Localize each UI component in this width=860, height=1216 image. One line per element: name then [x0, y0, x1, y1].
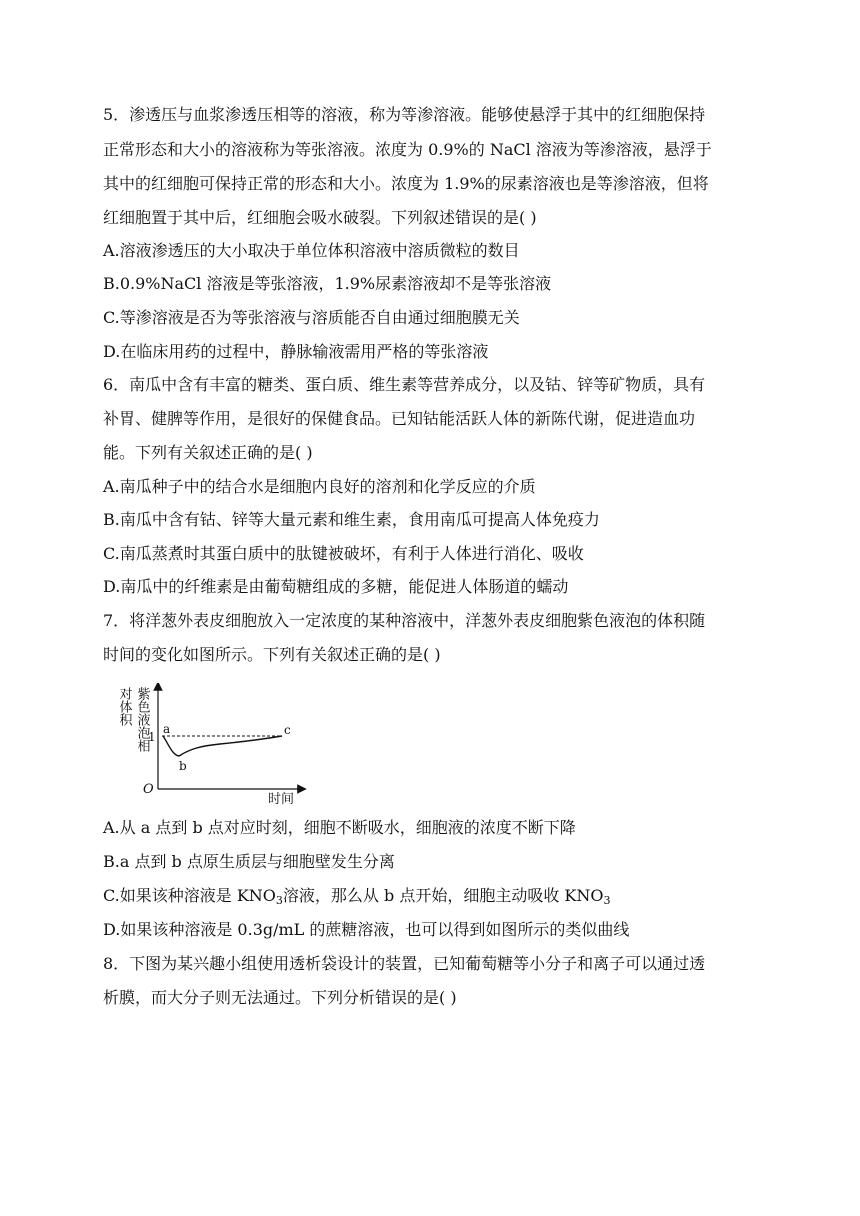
tick-one-label: 1 — [148, 730, 156, 744]
q6-stem-line-3: 能。下列有关叙述正确的是( ) — [103, 443, 313, 462]
q6-option-b: B.南瓜中含有钴、锌等大量元素和维生素，食用南瓜可提高人体免疫力 — [103, 510, 600, 529]
q7-option-d: D.如果该种溶液是 0.3g/mL 的蔗糖溶液，也可以得到如图所示的类似曲线 — [103, 920, 630, 939]
point-a-label: a — [163, 722, 171, 736]
q6-option-d: D.南瓜中的纤维素是由葡萄糖组成的多糖，能促进人体肠道的蠕动 — [103, 577, 569, 596]
q8-stem-line-2: 析膜，而大分子则无法通过。下列分析错误的是( ) — [103, 988, 457, 1007]
q7-option-c-subscript2: 3 — [603, 894, 611, 907]
point-b-label: b — [179, 759, 187, 773]
x-axis-label: 时间 — [268, 792, 295, 807]
q7-option-c-subscript1: 3 — [275, 894, 283, 907]
q5-stem-line-1: 5．渗透压与血浆渗透压相等的溶液，称为等渗溶液。能够使悬浮于其中的红细胞保持 — [103, 105, 706, 124]
y-axis-label-col1: 对体积 — [116, 687, 132, 726]
q7-option-c-part1: C.如果该种溶液是 KNO — [103, 886, 276, 905]
q5-option-b: B.0.9%NaCl 溶液是等张溶液，1.9%尿素溶液却不是等张溶液 — [103, 274, 552, 293]
q6-option-a: A.南瓜种子中的结合水是细胞内良好的溶剂和化学反应的介质 — [103, 477, 536, 496]
q7-option-a: A.从 a 点到 b 点对应时刻，细胞不断吸水，细胞液的浓度不断下降 — [103, 818, 576, 837]
volume-curve — [163, 736, 282, 756]
q7-option-c — [103, 886, 611, 906]
vacuole-volume-graph — [110, 683, 310, 808]
q7-option-b: B.a 点到 b 点原生质层与细胞壁发生分离 — [103, 852, 395, 871]
q6-stem-line-1: 6．南瓜中含有丰富的糖类、蛋白质、维生素等营养成分，以及钴、锌等矿物质，具有 — [103, 375, 706, 394]
origin-label: O — [143, 782, 154, 797]
q5-stem-line-2: 正常形态和大小的溶液称为等张溶液。浓度为 0.9%的 NaCl 溶液为等渗溶液，悬浮于 — [103, 140, 712, 159]
q7-option-c-part2: 溶液，那么从 b 点开始，细胞主动吸收 KNO — [282, 886, 604, 905]
q5-option-a: A.溶液渗透压的大小取决于单位体积溶液中溶质微粒的数目 — [103, 241, 520, 260]
q5-stem-line-4: 红细胞置于其中后，红细胞会吸水破裂。下列叙述错误的是( ) — [103, 208, 537, 227]
point-c-label: c — [284, 723, 291, 737]
q8-stem-line-1: 8．下图为某兴趣小组使用透析袋设计的装置，已知葡萄糖等小分子和离子可以通过透 — [103, 954, 706, 973]
q6-option-c: C.南瓜蒸煮时其蛋白质中的肽键被破坏，有利于人体进行消化、吸收 — [103, 544, 584, 563]
q5-stem-line-3: 其中的红细胞可保持正常的形态和大小。浓度为 1.9%的尿素溶液也是等渗溶液，但将 — [103, 174, 709, 193]
y-axis-label-col2: 紫色液泡相 — [134, 687, 150, 752]
q7-stem-line-2: 时间的变化如图所示。下列有关叙述正确的是( ) — [103, 645, 441, 664]
q5-option-c: C.等渗溶液是否为等张溶液与溶质能否自由通过细胞膜无关 — [103, 308, 520, 327]
q6-stem-line-2: 补胃、健脾等作用，是很好的保健食品。已知钴能活跃人体的新陈代谢，促进造血功 — [103, 409, 696, 428]
q7-stem-line-1: 7．将洋葱外表皮细胞放入一定浓度的某种溶液中，洋葱外表皮细胞紫色液泡的体积随 — [103, 611, 706, 630]
q5-option-d: D.在临床用药的过程中，静脉输液需用严格的等张溶液 — [103, 342, 489, 361]
